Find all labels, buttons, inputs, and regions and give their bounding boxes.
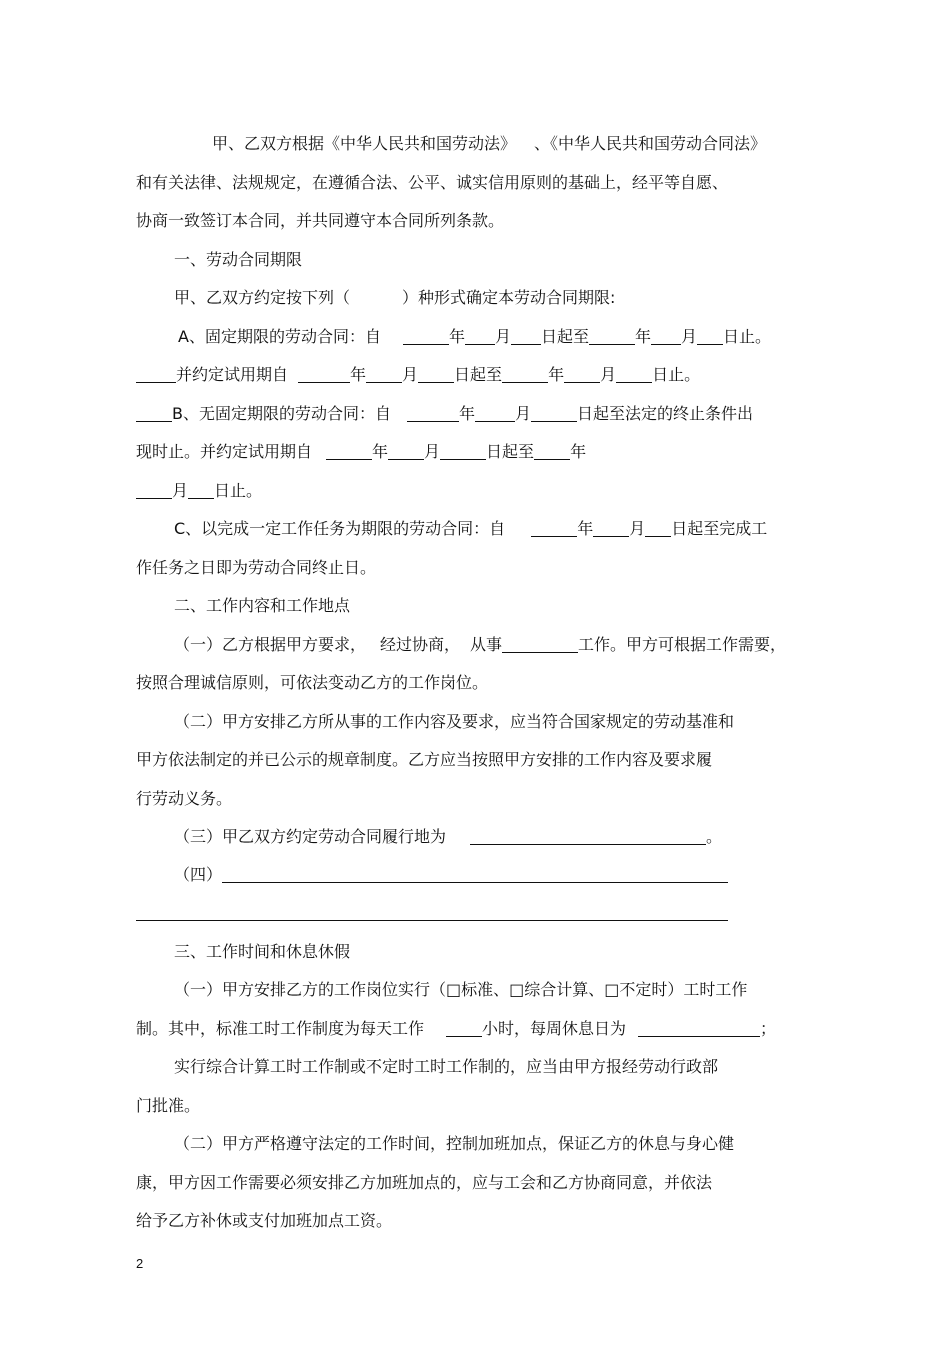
blank-job-title[interactable] <box>502 636 578 653</box>
s3-item-2-line-2: 康，甲方因工作需要必须安排乙方加班加点的，应与工会和乙方协商同意，并依法 <box>136 1173 713 1192</box>
text: 月 <box>172 481 189 500</box>
s2-item-1-line <box>174 634 786 656</box>
section-2-heading: 二、工作内容和工作地点 <box>174 596 351 615</box>
intro-text: 、《中华人民共和国劳动合同法》 <box>534 134 767 153</box>
s1-form-choice-line <box>174 287 615 309</box>
s3-item-1-line-2 <box>136 1018 776 1040</box>
blank-day[interactable] <box>616 366 652 383</box>
blank-year[interactable] <box>502 366 548 383</box>
text: 小时，每周休息日为 <box>482 1019 627 1038</box>
text: 日起至完成工 <box>671 519 768 538</box>
s2-item-2-line-2: 甲方依法制定的并已公示的规章制度。乙方应当按照甲方安排的工作内容及要求履 <box>136 750 713 769</box>
blank-month[interactable] <box>651 328 681 345</box>
s2-item-1-line-2: 按照合理诚信原则，可依法变动乙方的工作岗位。 <box>136 673 489 692</box>
text: C、以完成一定工作任务为期限的劳动合同：自 <box>174 519 506 538</box>
text: 从事 <box>470 635 503 654</box>
blank-year[interactable] <box>534 443 570 460</box>
s2-item-2-line-3: 行劳动义务。 <box>136 789 233 808</box>
blank-weekly-rest-day[interactable] <box>638 1020 760 1037</box>
text: B、无固定期限的劳动合同：自 <box>172 404 391 423</box>
text: 日止。 <box>723 327 772 346</box>
s2-item-3-line <box>174 826 722 848</box>
text: 年 <box>448 327 465 346</box>
text: 月 <box>515 404 532 423</box>
text: 年 <box>577 519 594 538</box>
text: 年 <box>458 404 475 423</box>
intro-line-1 <box>212 133 766 155</box>
blank-day[interactable] <box>531 405 577 422</box>
text: 日止。 <box>652 365 701 384</box>
s1-option-c-line-2: 作任务之日即为劳动合同终止日。 <box>136 558 377 577</box>
blank-day[interactable] <box>645 520 671 537</box>
text: 年 <box>372 442 389 461</box>
text: 年 <box>635 327 652 346</box>
blank-month[interactable] <box>593 520 629 537</box>
blank-option-b-mark[interactable] <box>136 405 172 422</box>
blank-day[interactable] <box>697 328 723 345</box>
s1-option-b-trial-end-line <box>136 480 262 502</box>
text: 制。其中，标准工时工作制度为每天工作 <box>136 1019 425 1038</box>
intro-line-2: 和有关法律、法规规定，在遵循合法、公平、诚实信用原则的基础上，经平等自愿、 <box>136 173 729 192</box>
s3-item-2-line-3: 给予乙方补休或支付加班加点工资。 <box>136 1211 393 1230</box>
blank-month[interactable] <box>136 482 172 499</box>
s2-item-4-line: （四） <box>174 865 223 884</box>
text: 甲、乙双方约定按下列（ <box>174 288 351 307</box>
intro-text: 甲、乙双方根据《中华人民共和国劳动法》 <box>212 134 517 153</box>
blank-month[interactable] <box>475 405 515 422</box>
text: （三）甲乙双方约定劳动合同履行地为 <box>174 827 447 846</box>
text: （一）乙方根据甲方要求， <box>174 635 367 654</box>
blank-day[interactable] <box>188 482 214 499</box>
text: 日起至 <box>454 365 503 384</box>
blank-item-4-line-1[interactable] <box>222 882 728 883</box>
s1-option-a-trial-line <box>136 364 700 386</box>
section-3-heading: 三、工作时间和休息休假 <box>174 942 351 961</box>
text: 日起至 <box>486 442 535 461</box>
blank-work-location[interactable] <box>470 828 706 845</box>
blank-month[interactable] <box>366 366 402 383</box>
text: 月 <box>424 442 441 461</box>
blank-day[interactable] <box>418 366 454 383</box>
blank-year[interactable] <box>407 405 459 422</box>
blank-year[interactable] <box>531 520 577 537</box>
text: 月 <box>402 365 419 384</box>
text: A、固定期限的劳动合同：自 <box>178 327 381 346</box>
s1-option-c-line <box>174 518 767 540</box>
s3-item-1-line: （一）甲方安排乙方的工作岗位实行（□标准、□综合计算、□不定时）工时工作 <box>174 980 748 999</box>
section-1-heading: 一、劳动合同期限 <box>174 250 303 269</box>
page-number: 2 <box>136 1256 144 1271</box>
s3-item-1-line-3: 实行综合计算工时工作制或不定时工时工作制的，应当由甲方报经劳动行政部 <box>174 1057 719 1076</box>
text: 月 <box>629 519 646 538</box>
s3-item-2-line: （二）甲方严格遵守法定的工作时间，控制加班加点，保证乙方的休息与身心健 <box>174 1134 735 1153</box>
s3-item-1-line-4: 门批准。 <box>136 1096 201 1115</box>
text: 年 <box>350 365 367 384</box>
text: 并约定试用期自 <box>176 365 289 384</box>
text: 经过协商， <box>380 635 461 654</box>
s1-option-b-trial-line <box>136 441 586 463</box>
blank-day[interactable] <box>440 443 486 460</box>
text: 现时止。并约定试用期自 <box>136 442 313 461</box>
text: 月 <box>600 365 617 384</box>
text: 日止。 <box>214 481 263 500</box>
blank-daily-hours[interactable] <box>446 1020 482 1037</box>
text: 月 <box>494 327 511 346</box>
text: 日起至法定的终止条件出 <box>577 404 754 423</box>
blank-year[interactable] <box>298 366 350 383</box>
text: ）种形式确定本劳动合同期限: <box>402 288 616 307</box>
text: ； <box>760 1019 777 1038</box>
text: 工作。甲方可根据工作需要， <box>578 635 787 654</box>
text: 年 <box>548 365 565 384</box>
text: 。 <box>706 827 723 846</box>
blank-month[interactable] <box>465 328 495 345</box>
s2-item-2-line: （二）甲方安排乙方所从事的工作内容及要求，应当符合国家规定的劳动基准和 <box>174 712 735 731</box>
blank-year[interactable] <box>326 443 372 460</box>
blank-month[interactable] <box>564 366 600 383</box>
blank-month[interactable] <box>388 443 424 460</box>
text: 月 <box>681 327 698 346</box>
blank-year[interactable] <box>589 328 635 345</box>
blank-year[interactable] <box>403 328 449 345</box>
s1-option-b-line <box>136 403 753 425</box>
intro-line-3: 协商一致签订本合同，并共同遵守本合同所列条款。 <box>136 211 505 230</box>
blank-day[interactable] <box>511 328 541 345</box>
text: 日起至 <box>540 327 589 346</box>
s1-option-a-line <box>178 326 771 348</box>
blank-option-a-mark[interactable] <box>136 366 176 383</box>
text: 年 <box>570 442 587 461</box>
blank-item-4-line-2[interactable] <box>136 920 728 921</box>
